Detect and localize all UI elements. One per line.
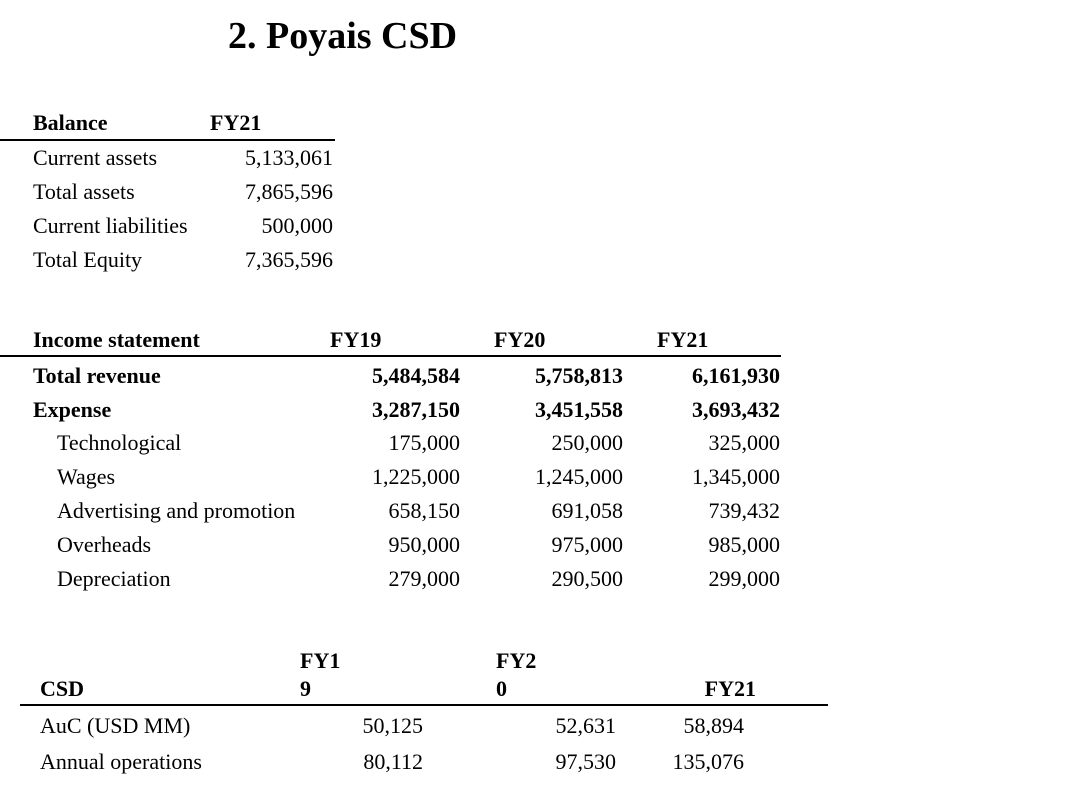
income-col-fy21: FY21 — [657, 327, 709, 352]
income-row-label: Total revenue — [33, 363, 161, 388]
income-row-label: Expense — [33, 397, 112, 422]
income-header-rule — [0, 355, 781, 357]
income-cell: 175,000 — [388, 430, 460, 455]
balance-header: Balance — [33, 110, 108, 135]
balance-col-fy21: FY21 — [210, 110, 262, 135]
page-title: 2. Poyais CSD — [228, 15, 458, 57]
income-cell: 5,484,584 — [372, 363, 460, 388]
income-cell: 3,693,432 — [692, 397, 780, 422]
balance-row-value: 7,865,596 — [245, 179, 333, 204]
income-row-label: Depreciation — [57, 566, 171, 591]
balance-row-value: 500,000 — [261, 213, 333, 238]
income-cell: 691,058 — [551, 498, 623, 523]
income-cell: 325,000 — [708, 430, 780, 455]
income-cell: 975,000 — [551, 532, 623, 557]
csd-col-fy21: FY21 — [704, 676, 756, 701]
income-cell: 658,150 — [388, 498, 460, 523]
csd-col-fy19-bottom: 9 — [300, 676, 311, 701]
income-cell: 1,225,000 — [372, 464, 460, 489]
balance-row-label: Total assets — [33, 179, 135, 204]
csd-cell: 80,112 — [363, 749, 423, 774]
income-row-label: Overheads — [57, 532, 152, 557]
csd-row-label: AuC (USD MM) — [40, 713, 191, 738]
csd-header-rule — [20, 704, 828, 706]
csd-cell: 97,530 — [555, 749, 616, 774]
balance-row-value: 5,133,061 — [245, 145, 333, 170]
income-cell: 290,500 — [551, 566, 623, 591]
income-row-label: Technological — [57, 430, 182, 455]
csd-col-fy20-bottom: 0 — [496, 676, 507, 701]
income-cell: 739,432 — [708, 498, 780, 523]
income-cell: 6,161,930 — [692, 363, 780, 388]
csd-cell: 52,631 — [555, 713, 616, 738]
income-col-fy19: FY19 — [330, 327, 382, 352]
income-cell: 985,000 — [708, 532, 780, 557]
income-cell: 279,000 — [388, 566, 460, 591]
balance-row-label: Current liabilities — [33, 213, 188, 238]
income-cell: 1,245,000 — [535, 464, 623, 489]
csd-row-label: Annual operations — [40, 749, 202, 774]
csd-cell: 50,125 — [362, 713, 423, 738]
csd-col-fy19-top: FY1 — [300, 648, 341, 673]
income-row-label: Advertising and promotion — [57, 498, 296, 523]
balance-header-rule — [0, 139, 335, 141]
income-header: Income statement — [33, 327, 200, 352]
income-cell: 3,287,150 — [372, 397, 460, 422]
csd-col-fy20-top: FY2 — [496, 648, 537, 673]
balance-row-label: Total Equity — [33, 247, 143, 272]
csd-cell: 135,076 — [672, 749, 744, 774]
income-cell: 299,000 — [708, 566, 780, 591]
income-col-fy20: FY20 — [494, 327, 546, 352]
balance-row-value: 7,365,596 — [245, 247, 333, 272]
income-cell: 250,000 — [551, 430, 623, 455]
csd-header: CSD — [40, 676, 85, 701]
csd-cell: 58,894 — [683, 713, 744, 738]
income-cell: 950,000 — [388, 532, 460, 557]
balance-row-label: Current assets — [33, 145, 158, 170]
income-cell: 1,345,000 — [692, 464, 780, 489]
income-cell: 3,451,558 — [535, 397, 623, 422]
income-row-label: Wages — [57, 464, 116, 489]
income-cell: 5,758,813 — [535, 363, 623, 388]
